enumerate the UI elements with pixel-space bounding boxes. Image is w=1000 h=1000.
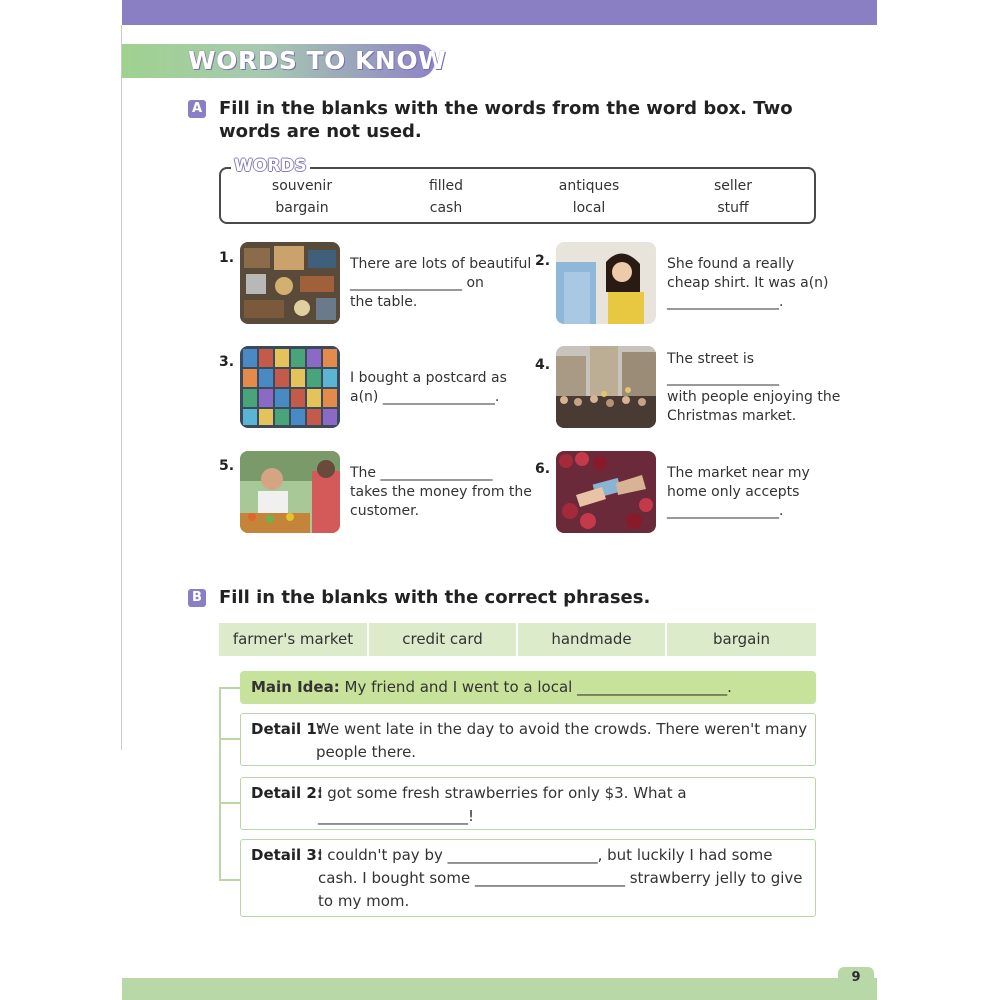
question-number: 1. bbox=[219, 250, 235, 266]
question-text: The street is ________________ with people enjoying the Christmas market. bbox=[667, 351, 841, 424]
detail-label: Detail 3: bbox=[251, 846, 323, 864]
phrase-option: credit card bbox=[369, 623, 516, 656]
cash-payment-photo bbox=[556, 451, 656, 533]
detail-box bbox=[240, 713, 816, 766]
word-item: souvenir bbox=[271, 178, 333, 194]
question-number: 3. bbox=[219, 354, 235, 370]
question-number: 2. bbox=[535, 253, 551, 269]
main-idea-label: Main Idea: bbox=[251, 678, 340, 696]
section-title: WORDS TO KNOW bbox=[188, 46, 447, 75]
tree-connector bbox=[219, 738, 240, 740]
question-number: 4. bbox=[535, 357, 551, 373]
top-color-bar bbox=[122, 0, 877, 25]
question-text: The ________________ takes the money from the customer. bbox=[350, 465, 532, 519]
section-a-badge: A bbox=[188, 100, 206, 118]
bottom-color-bar bbox=[122, 978, 877, 1000]
tree-connector bbox=[219, 802, 240, 804]
section-title-banner bbox=[122, 44, 447, 78]
section-b-badge: B bbox=[188, 589, 206, 607]
crowded-street-photo bbox=[556, 346, 656, 428]
question-text: The market near my home only accepts ________________. bbox=[667, 465, 810, 519]
word-item: local bbox=[572, 200, 606, 216]
phrase-option: handmade bbox=[518, 623, 665, 656]
tree-connector bbox=[219, 687, 240, 689]
question-text: I bought a postcard as a(n) ________________. bbox=[350, 370, 507, 405]
tree-connector bbox=[219, 879, 240, 881]
postcards-photo bbox=[240, 346, 340, 428]
detail-label: Detail 2: bbox=[251, 784, 323, 802]
detail-text: I couldn't pay by ____________________, but luckily I had some cash. I bought some ____________________ strawberry jelly to give to my mom. bbox=[318, 846, 803, 910]
detail-text: I got some fresh strawberries for only $3. What a ____________________! bbox=[318, 784, 687, 825]
main-idea-box bbox=[240, 671, 816, 704]
word-item: stuff bbox=[717, 200, 749, 216]
detail-text: We went late in the day to avoid the crowds. There weren't many people there. bbox=[316, 720, 808, 761]
tree-connector bbox=[219, 687, 221, 881]
word-box-label: WORDS bbox=[231, 156, 310, 176]
antiques-photo bbox=[240, 242, 340, 324]
question-text: She found a really cheap shirt. It was a(n) ________________. bbox=[667, 256, 829, 310]
page-number: 9 bbox=[838, 967, 874, 989]
detail-label: Detail 1: bbox=[251, 720, 323, 738]
question-text: There are lots of beautiful ________________ on the table. bbox=[350, 256, 532, 310]
word-item: bargain bbox=[275, 200, 329, 216]
shopper-photo bbox=[556, 242, 656, 324]
question-number: 6. bbox=[535, 461, 551, 477]
section-a-instruction: Fill in the blanks with the words from the word box. Two words are not used. bbox=[219, 98, 793, 142]
page-edge-line bbox=[121, 25, 122, 750]
detail-box bbox=[240, 839, 816, 917]
seller-photo bbox=[240, 451, 340, 533]
question-number: 5. bbox=[219, 458, 235, 474]
word-item: seller bbox=[713, 178, 753, 194]
word-item: cash bbox=[429, 200, 463, 216]
phrase-option: farmer's market bbox=[219, 623, 367, 656]
phrase-option: bargain bbox=[667, 623, 816, 656]
section-b-instruction: Fill in the blanks with the correct phrases. bbox=[219, 587, 651, 608]
word-item: filled bbox=[428, 178, 464, 194]
detail-box bbox=[240, 777, 816, 830]
word-item: antiques bbox=[558, 178, 620, 194]
main-idea-text: My friend and I went to a local ____________________. bbox=[344, 678, 732, 696]
